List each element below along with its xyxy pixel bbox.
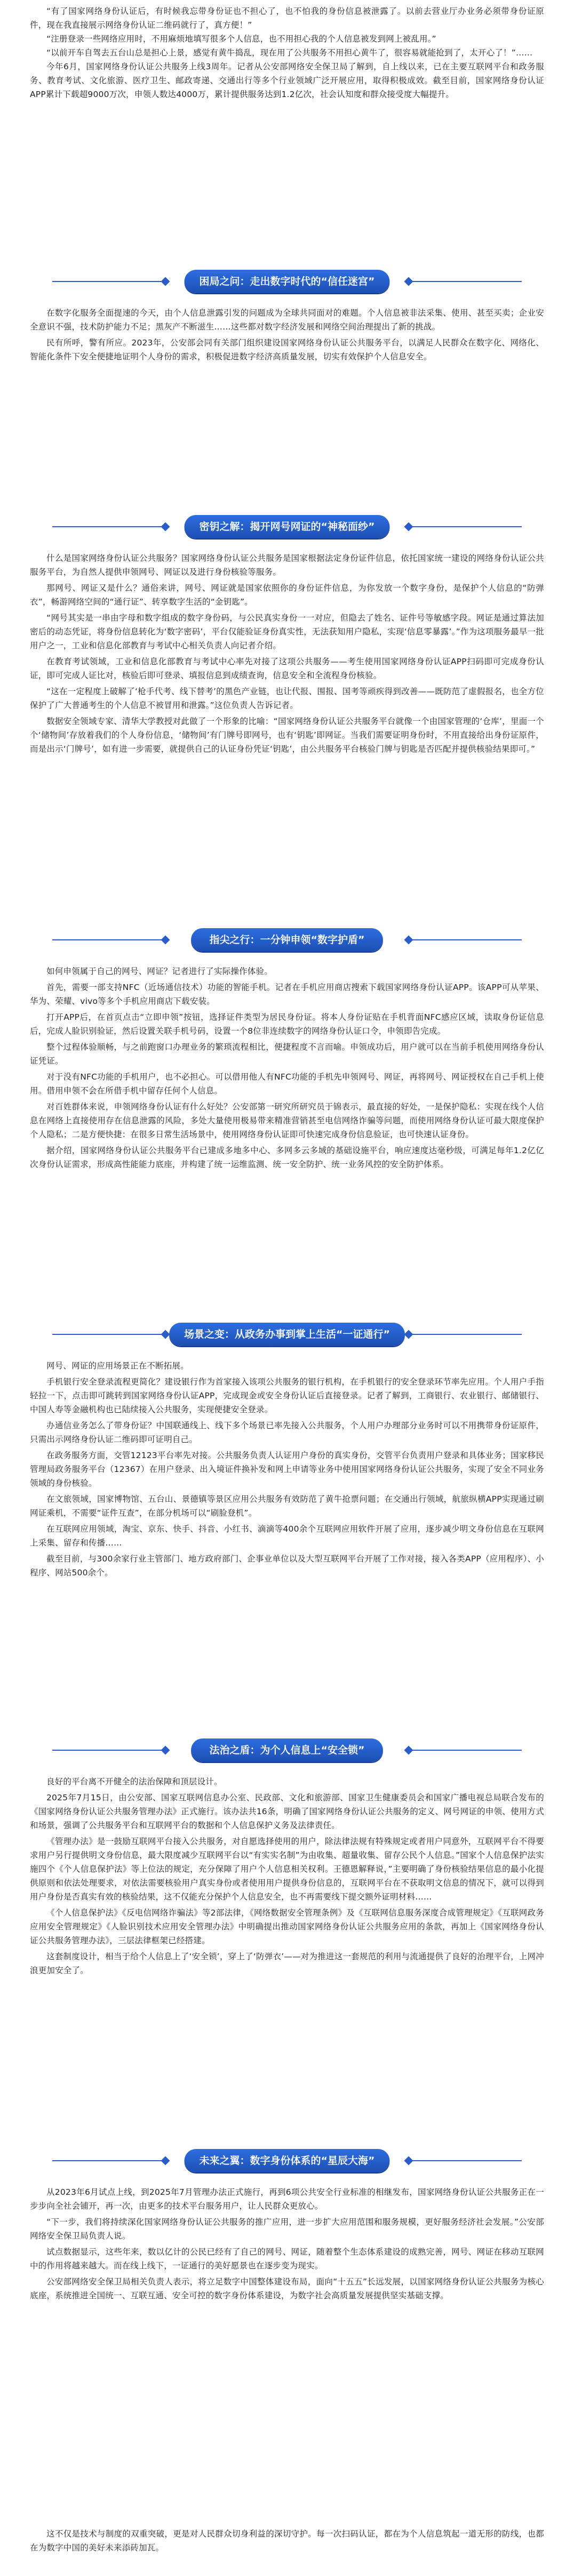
banner-diamond-icon (161, 1330, 170, 1339)
banner-rule (52, 2160, 164, 2161)
section-body (30, 1775, 544, 1977)
section-title: 密钥之解：揭开网号网证的“神秘面纱” (185, 515, 390, 538)
section-paragraph: 那网号、网证又是什么？通俗来讲，网号、网证就是国家依照你的身份证件信息，为你发放一个数字身份，是保护个人信息的“防弹衣”，畅游网络空间的“通行证”、转享数字生活的“金钥匙”。 (30, 583, 544, 607)
banner-rule (410, 1750, 522, 1751)
section-paragraph: 在教育考试领域，工业和信息化部教育与考试中心率先对接了这项公共服务——考生使用国家网络身份认证APP扫码即可完成身份认证，即可完成人证比对，核验后即可登录、填报信息到成绩查询，信息安全和全流程身份核验。 (30, 657, 544, 680)
section-paragraph: “这在一定程度上破解了‘枪手代考、线下替考’的黑色产业链，也让代报、围报、国考等顽疾得到改善——既防范了虚假报名，也全方位保护了广大普通考生的个人信息不被冒用和泄露。”这位负责人告诉记者。 (30, 687, 544, 710)
section-title: 指尖之行：一分钟申领“数字护盾” (191, 928, 383, 952)
banner-diamond-icon (161, 277, 170, 286)
closing-paragraph: 这不仅是技术与制度的双重突破，更是对人民群众切身利益的深切守护。每一次扫码认证，都在为个人信息筑起一道无形的防线，也都在为数字中国的美好未来添砖加瓦。 (30, 2529, 544, 2553)
section-banner (52, 512, 522, 542)
section-paragraph: 办通信业务怎么了带身份证？中国联通线上、线下多个场景已率先接入公共服务，个人用户办理部分业务时可以不用携带身份证原件，只需出示网络身份认证二维码即可证明自己。 (30, 1421, 544, 1444)
section-law (30, 1735, 544, 1977)
banner-rule (410, 526, 522, 527)
intro-paragraph: 今年6月，国家网络身份认证公共服务上线3周年。记者从公安部网络安全保卫局了解到，自上线以来，已在主要互联网平台和政务服务、教育考试、文化旅游、医疗卫生、邮政寄递、交通出行等多个行业领域广泛开展应用，取得积极成效。截至目前，国家网络身份认证APP累计下载超9000万次，申领人数达4000万，累计提供服务达到1.2亿次，社会认知度和群众接受度大幅提升。 (30, 62, 544, 99)
section-title: 法治之盾：为个人信息上“安全锁” (191, 1738, 383, 1762)
banner-rule (410, 939, 522, 940)
section-banner (52, 2146, 522, 2176)
section-paragraph: 对于没有NFC功能的手机用户，也不必担心。可以借用他人有NFC功能的手机先申领网号、网证，再将网号、网证授权在自己手机上使用。借用申领不会在所借手机中留存任何个人信息。 (30, 1072, 544, 1096)
banner-rule (52, 526, 164, 527)
section-paragraph: 截至目前，与300余家行业主管部门、地方政府部门、企事业单位以及大型互联网平台开展了工作对接，接入各类APP（应用程序）、小程序、网站500余个。 (30, 1554, 544, 1577)
banner-diamond-icon (161, 2156, 170, 2166)
section-body (30, 1359, 544, 1580)
section-title: 未来之翼：数字身份体系的“星辰大海” (185, 2149, 390, 2172)
section-paragraph: 据介绍，国家网络身份认证公共服务平台已建成多地多中心、多网多云多域的基础设施平台，响应速度达毫秒级，可满足每年1.2亿亿次身份认证需求，形成高性能能力底座，并构建了统一运维监测、统一安全防护、统一业务风控的安全防护体系。 (30, 1146, 544, 1169)
section-paragraph: 什么是国家网络身份认证公共服务？国家网络身份认证公共服务是国家根据法定身份证件信息，依托国家统一建设的网络身份认证公共服务平台，为自然人提供申领网号、网证以及进行身份核验等服务。 (30, 553, 544, 577)
section-paragraph: 《个人信息保护法》《反电信网络诈骗法》等2部法律，《网络数据安全管理条例》及《互联网信息服务深度合成管理规定》《互联网政务应用安全管理规定》《人脸识别技术应用安全管理办法》中明确提出推动国家网络身份认证公共服务应用的条款，再加上《国家网络身份认证公共服务管理办法》，三层法律框架已经搭建。 (30, 1908, 544, 1945)
section-paragraph: 民有所呼，警有所应。2023年，公安部会同有关部门组织建设国家网络身份认证公共服务平台，以满足人民群众在数字化、网络化、智能化条件下安全便捷地证明个人身份的需求，积极促进数字经济高质量发展，切实有效保护个人信息安全。 (30, 338, 544, 361)
banner-diamond-icon (161, 936, 170, 945)
section-paragraph: “网号其实是一串由字母和数字组成的数字身份码，与公民真实身份一一对应，但隐去了姓名、证件号等敏感字段。网证是通过算法加密后的动态凭证，将身份信息转化为‘数字密码’，平台仅能验证身份真实性，无法获知用户隐私，实现‘信息零暴露’。”作为这项服务最早一批用户之一，工业和信息化部教育与考试中心相关负责人向记者介绍。 (30, 613, 544, 650)
intro-block (30, 4, 544, 101)
section-banner (52, 267, 522, 296)
section-banner (52, 1319, 522, 1349)
section-paragraph: 数据安全领域专家、清华大学教授对此做了一个形象的比喻：“国家网络身份认证公共服务平台就像一个由国家管理的‘仓库’，里面一个个‘储物间’存放着我们的个人身份信息，‘储物间’有门牌号即网号，也有‘钥匙’即网证。当我们需要证明身份时，不用直接给出身份证原件，而是出示‘门牌号’，如有进一步需要，就提供自己的认证身份凭证‘钥匙’，由公共服务平台核验门牌与钥匙是否匹配并提供核验结果即可。” (30, 717, 544, 754)
closing-block (30, 2527, 544, 2555)
banner-diamond-icon (161, 1746, 170, 1755)
section-paragraph: 首先，需要一部支持NFC（近场通信技术）功能的智能手机。记者在手机应用商店搜索下载国家网络身份认证APP。该APP可从苹果、华为、荣耀、vivo等多个手机应用商店下载安装。 (30, 983, 544, 1006)
section-paragraph: 在政务服务方面，交管12123平台率先对接。公共服务负责人认证用户身份的真实身份，交管平台负责用户登录和具体业务；国家移民管理局政务服务平台（12367）在用户登录、出入境证件换补发和网上申请等业务中使用国家网络身份认证公共服务，实现了安全不同业务领域的身份核验。 (30, 1451, 544, 1488)
section-key (30, 512, 544, 756)
section-paragraph: 打开APP后，在首页点击“立即申领”按钮，选择证件类型为居民身份证。将本人身份证贴在手机背面NFC感应区域，读取身份证信息后，完成人脸识别验证，然后设置关联手机号码，设置一个8位非连续数字的网络身份认证口令，申领即告完成。 (30, 1012, 544, 1036)
section-title: 困局之问：走出数字时代的“信任迷宫” (185, 270, 390, 293)
intro-paragraph: “以前开车自驾去五台山总是担心上景，感觉有黄牛捣乱，现在用了公共服务不用担心黄牛了，很容易就能抢到了，太开心了！”…… (46, 48, 533, 58)
section-future (30, 2146, 544, 2303)
section-scenarios (30, 1319, 544, 1580)
intro-paragraph: “注册登录一些网络应用时，不用麻烦地填写很多个人信息，也不用担心我的个人信息被发到网上被乱用。” (46, 34, 436, 44)
section-body (30, 306, 544, 364)
intro-paragraph: “有了国家网络身份认证后，有时候我忘带身份证也不担心了，也不怕我的身份信息被泄露了。以前去营业厅办业务必须带身份证原件，现在我直接展示网络身份认证二维码就行了，真方便！” (30, 6, 544, 30)
banner-rule (410, 281, 522, 282)
section-banner (52, 1735, 522, 1765)
section-paragraph: “下一步，我们将持续深化国家网络身份认证公共服务的推广应用，进一步扩大应用范围和服务规模，更好服务经济社会发展。”公安部网络安全保卫局负责人说。 (30, 2217, 544, 2241)
banner-rule (52, 1334, 164, 1335)
section-banner (52, 925, 522, 955)
section-body (30, 964, 544, 1171)
banner-rule (410, 1334, 522, 1335)
section-paragraph: 从2023年6月试点上线，到2025年7月管理办法正式施行，再到6项公共安全行业标准的相继发布，国家网络身份认证公共服务正在一步步向全社会铺开，再一次，由更多的技术平台服务用户，让人民群众更放心。 (30, 2187, 544, 2211)
section-paragraph: 在互联网应用领域，淘宝、京东、快手、抖音、小红书、滴滴等400余个互联网应用软件开展了应用，逐步减少明文身份信息在互联网上采集、留存和传播…… (30, 1524, 544, 1548)
section-paragraph: 试点数据显示，这些年来，数以亿计的公民已经有了自己的网号、网证，随着整个生态体系建设的成熟完善，网号、网证在移动互联网中的作用将越来越大。而在线上线下，一证通行的美好愿景也在逐步变为现实。 (30, 2247, 544, 2271)
section-paragraph: 在数字化服务全面提速的今天，由个人信息泄露引发的问题成为全球共同面对的难题。个人信息被非法采集、使用、甚至买卖；企业安全意识不强，技术防护能力不足；黑灰产不断滋生……这些都对数字经济发展和网络空间治理提出了新的挑战。 (30, 308, 544, 332)
section-body (30, 2185, 544, 2303)
banner-rule (410, 2160, 522, 2161)
section-apply (30, 925, 544, 1171)
banner-diamond-icon (161, 522, 170, 532)
section-paragraph: 对百姓群体来说，申领网络身份认证有什么好处？公安部第一研究所研究员于锦表示，最直接的好处，一是保护隐私：实现在线个人信息在网络上直接使用存在信息泄露的风险，多处大量使用极易带来精准营销甚至电信网络诈骗等问题，而使用网络身份认证可最大限度保护个人隐私；二是方便快捷：在很多日常生活场景中，使用网络身份认证即可快速完成身份信息验证，也可快速认证身份。 (30, 1102, 544, 1139)
section-paragraph: 2025年7月15日，由公安部、国家互联网信息办公室、民政部、文化和旅游部、国家卫生健康委员会和国家广播电视总局联合发布的《国家网络身份认证公共服务管理办法》正式施行。该办法共16条，明确了国家网络身份认证公共服务的定义、网号网证的申领、使用方式和场景，强调了公共服务平台和互联网平台的数据和个人信息保护义务及法律责任。 (30, 1793, 544, 1830)
section-paragraph: 手机银行安全登录流程更简化？建设银行作为首家接入该项公共服务的银行机构，在手机银行的安全登录环节率先应用。个人用户手指轻拉一下，点击即可跳转到国家网络身份认证APP，完成现金或安全身份认证后直接登录。记者了解到，工商银行、农业银行、邮储银行、中国人寿等金融机构也已陆续接入公共服务，实现便捷安全登录。 (30, 1377, 544, 1414)
section-paragraph: 这套制度设计，相当于给个人信息上了‘安全锁’，穿上了‘防弹衣’——对为推进这一套规范的利用与流通提供了良好的治理平台，上网冲浪更加安全了。 (30, 1952, 544, 1975)
section-dilemma (30, 267, 544, 364)
section-paragraph: 《管理办法》是一鼓励互联网平台接入公共服务，对自愿选择使用的用户，除法律法规有特殊规定或者用户同意外，互联网平台不得要求用户另行提供明文身份信息，最大限度减少互联网平台以“有实实名制”为由收集、超量收集、留存公民个人信息。”国家个人信息保护法实施四个《个人信息保护法》等上位法的规定，充分保障了用户个人信息相关权利。王德恩解释说，”主要明确了身份核验结果信息的最小化提供原则和依法处理要求，对依法需要核验用户真实身份或者使用用户提供身份信息的，互联网平台在不获取明文信息的情况下，就可以得到用户身份是否真实有效的核验结果，这不仅能充分保护个人信息安全，也不再需要线下提交额外证明材料…… (30, 1837, 544, 1902)
section-paragraph: 整个过程体验顺畅，与之前跑窗口办理业务的繁琐流程相比，便捷程度不言而喻。申领成功后，用户就可以在当前手机使用网络身份认证凭证。 (30, 1042, 544, 1066)
banner-rule (52, 281, 164, 282)
banner-rule (52, 939, 164, 940)
section-paragraph: 在文旅领域，国家博物馆、五台山、景德镇等景区应用公共服务有效防范了黄牛抢票问题；在交通出行领域，航旅纵横APP实现通过刷网证乘机，不需要“证件互查”，在部分机场可以“刷脸登机”。 (30, 1494, 544, 1518)
section-paragraph: 公安部网络安全保卫局相关负责人表示，将立足数字中国整体建设布局，面向“十五五”长远发展，以国家网络身份认证公共服务为核心底座，系统推进全国统一、互联互通、安全可控的数字身份体系建设，为数字社会高质量发展提供坚实基础支撑。 (30, 2277, 544, 2300)
section-body (30, 551, 544, 756)
section-title: 场景之变：从政务办事到掌上生活“一证通行” (169, 1323, 405, 1346)
banner-rule (52, 1750, 164, 1751)
section-paragraph: 如何申领属于自己的网号、网证？记者进行了实际操作体验。 (46, 967, 273, 976)
section-paragraph: 网号、网证的应用场景正在不断拓展。 (46, 1361, 189, 1371)
section-paragraph: 良好的平台离不开健全的法治保障和顶层设计。 (46, 1777, 222, 1786)
